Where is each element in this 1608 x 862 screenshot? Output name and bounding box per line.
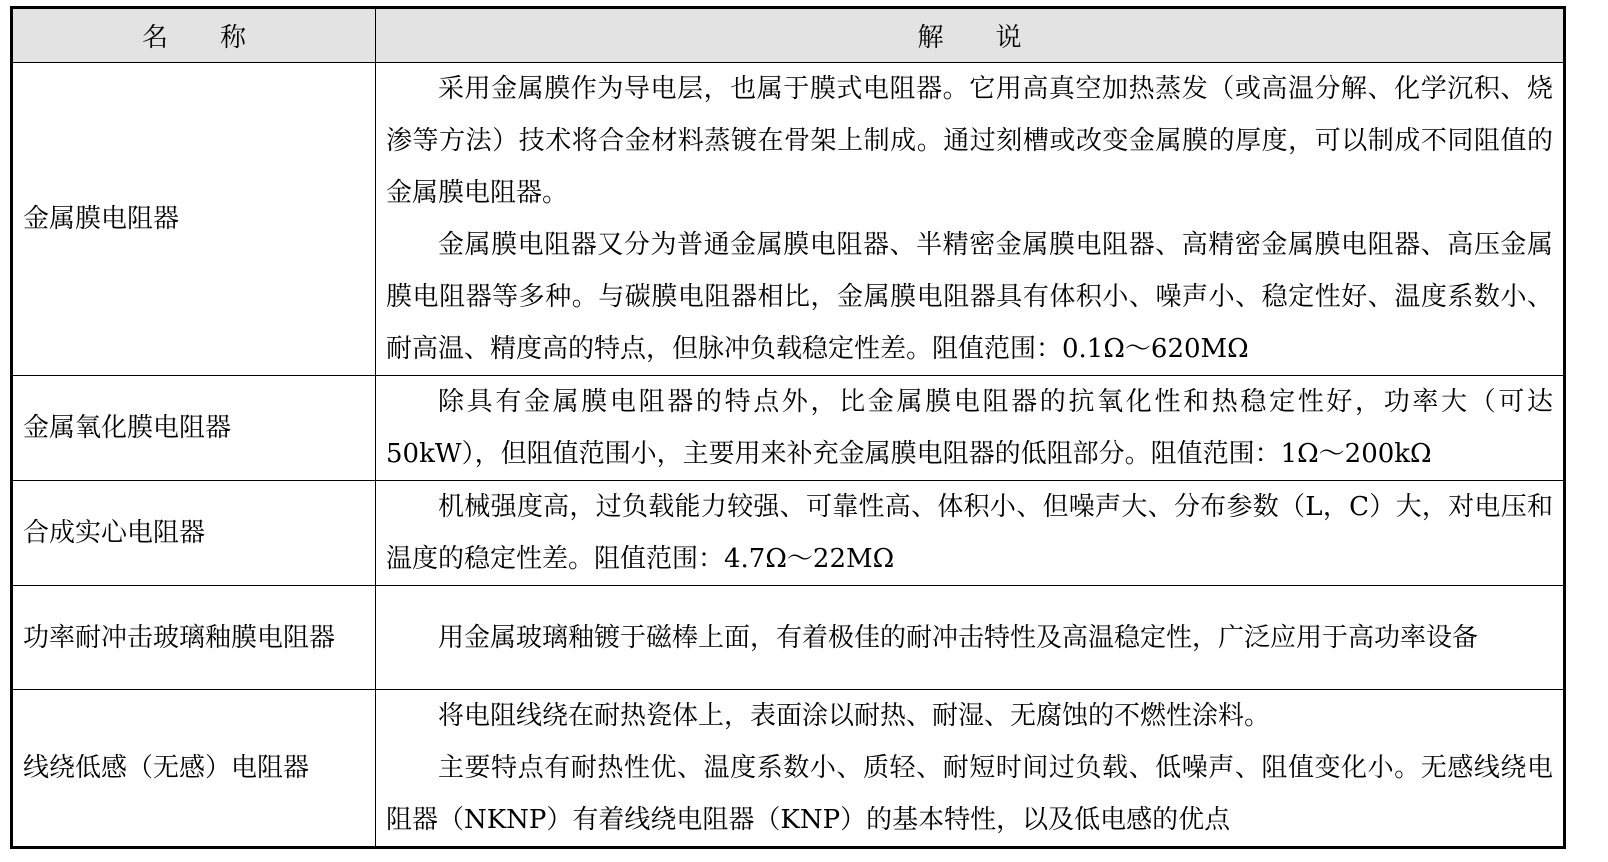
description-paragraph: 用金属玻璃釉镀于磁棒上面，有着极佳的耐冲击特性及高温稳定性，广泛应用于高功率设备	[438, 622, 1479, 653]
table-row	[12, 63, 1565, 376]
row-name: 功率耐冲击玻璃釉膜电阻器	[12, 586, 376, 690]
row-description	[376, 690, 1565, 848]
row-description	[376, 63, 1565, 376]
table-row	[12, 690, 1565, 848]
row-description	[376, 376, 1565, 481]
resistor-description-table	[10, 6, 1566, 849]
row-name: 合成实心电阻器	[12, 481, 376, 586]
table-row	[12, 586, 1565, 690]
row-description	[376, 481, 1565, 586]
description-paragraph: 将电阻线绕在耐热瓷体上，表面涂以耐热、耐湿、无腐蚀的不燃性涂料。	[438, 701, 1271, 731]
row-description	[376, 586, 1565, 690]
description-paragraph: 除具有金属膜电阻器的特点外，比金属膜电阻器的抗氧化性和热稳定性好，功率大（可达50kW），但阻值范围小，主要用来补充金属膜电阻器的低阻部分。阻值范围：1Ω～200kΩ	[386, 387, 1553, 469]
table-row	[12, 376, 1565, 481]
table-row	[12, 481, 1565, 586]
description-paragraph: 金属膜电阻器又分为普通金属膜电阻器、半精密金属膜电阻器、高精密金属膜电阻器、高压金属膜电阻器等多种。与碳膜电阻器相比，金属膜电阻器具有体积小、噪声小、稳定性好、温度系数小、耐高温、精度高的特点，但脉冲负载稳定性差。阻值范围：0.1Ω～620MΩ	[386, 230, 1553, 364]
description-paragraph: 采用金属膜作为导电层，也属于膜式电阻器。它用高真空加热蒸发（或高温分解、化学沉积、烧渗等方法）技术将合金材料蒸镀在骨架上制成。通过刻槽或改变金属膜的厚度，可以制成不同阻值的金属膜电阻器。	[386, 74, 1553, 208]
table-header-row	[12, 8, 1565, 63]
header-name: 名 称	[12, 8, 376, 63]
header-description: 解 说	[376, 8, 1565, 63]
description-paragraph: 机械强度高，过负载能力较强、可靠性高、体积小、但噪声大、分布参数（L，C）大，对电压和温度的稳定性差。阻值范围：4.7Ω～22MΩ	[386, 492, 1553, 574]
row-name: 金属膜电阻器	[12, 63, 376, 376]
description-paragraph: 主要特点有耐热性优、温度系数小、质轻、耐短时间过负载、低噪声、阻值变化小。无感线绕电阻器（NKNP）有着线绕电阻器（KNP）的基本特性，以及低电感的优点	[386, 753, 1553, 835]
row-name: 线绕低感（无感）电阻器	[12, 690, 376, 848]
row-name: 金属氧化膜电阻器	[12, 376, 376, 481]
